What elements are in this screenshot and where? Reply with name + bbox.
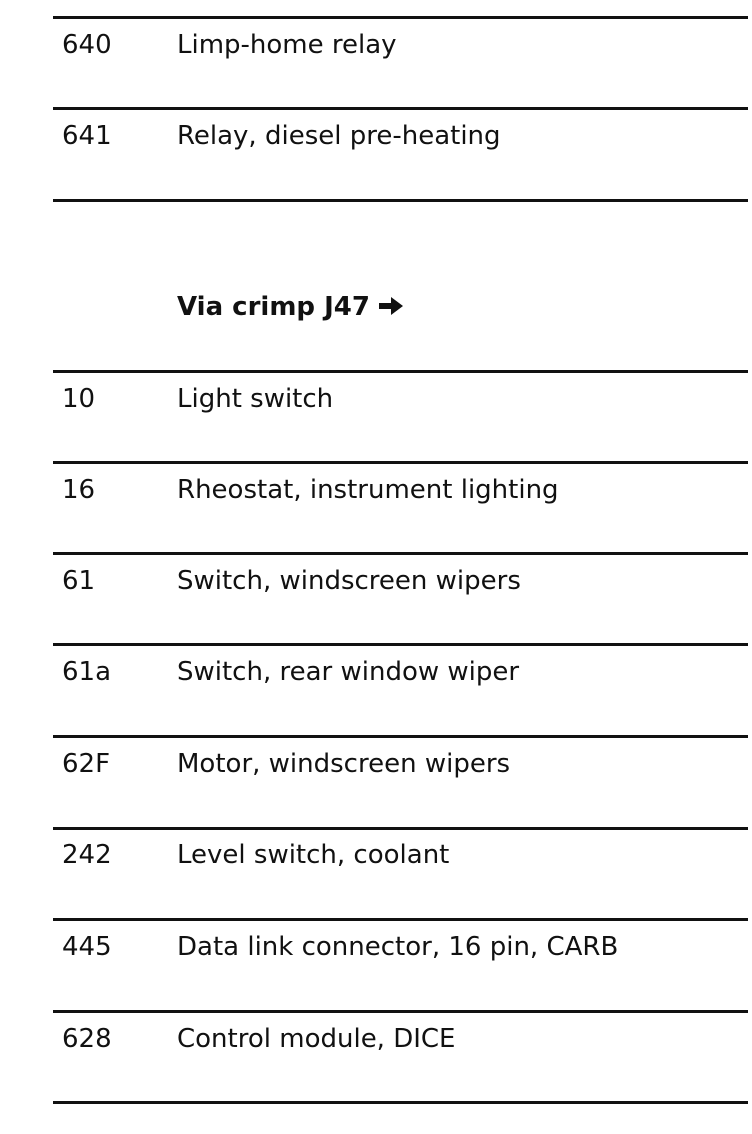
component-description: Light switch	[177, 384, 334, 414]
component-code: 62F	[62, 749, 111, 779]
table-rule	[53, 16, 748, 19]
right-arrow-icon	[378, 292, 404, 322]
component-code: 10	[62, 384, 96, 414]
component-description: Motor, windscreen wipers	[177, 749, 511, 779]
table-rule	[53, 643, 748, 646]
component-description: Limp-home relay	[177, 30, 397, 60]
section-heading-text: Via crimp J47	[177, 292, 370, 322]
component-code: 242	[62, 840, 112, 870]
component-code: 640	[62, 30, 112, 60]
table-rule	[53, 827, 748, 830]
component-code: 628	[62, 1024, 112, 1054]
table-rule	[53, 735, 748, 738]
component-description: Rheostat, instrument lighting	[177, 475, 559, 505]
section-heading	[177, 292, 404, 322]
component-code: 641	[62, 121, 112, 151]
component-description: Switch, rear window wiper	[177, 657, 520, 687]
component-description: Level switch, coolant	[177, 840, 450, 870]
table-rule	[53, 370, 748, 373]
table-rule	[53, 552, 748, 555]
component-description: Relay, diesel pre-heating	[177, 121, 501, 151]
component-code: 61a	[62, 657, 112, 687]
component-code: 445	[62, 932, 112, 962]
table-rule	[53, 199, 748, 202]
table-rule	[53, 918, 748, 921]
component-description: Control module, DICE	[177, 1024, 456, 1054]
table-rule	[53, 461, 748, 464]
table-rule	[53, 1101, 748, 1104]
component-code: 61	[62, 566, 96, 596]
component-code: 16	[62, 475, 96, 505]
table-rule	[53, 1010, 748, 1013]
component-description: Data link connector, 16 pin, CARB	[177, 932, 619, 962]
table-rule	[53, 107, 748, 110]
component-description: Switch, windscreen wipers	[177, 566, 521, 596]
